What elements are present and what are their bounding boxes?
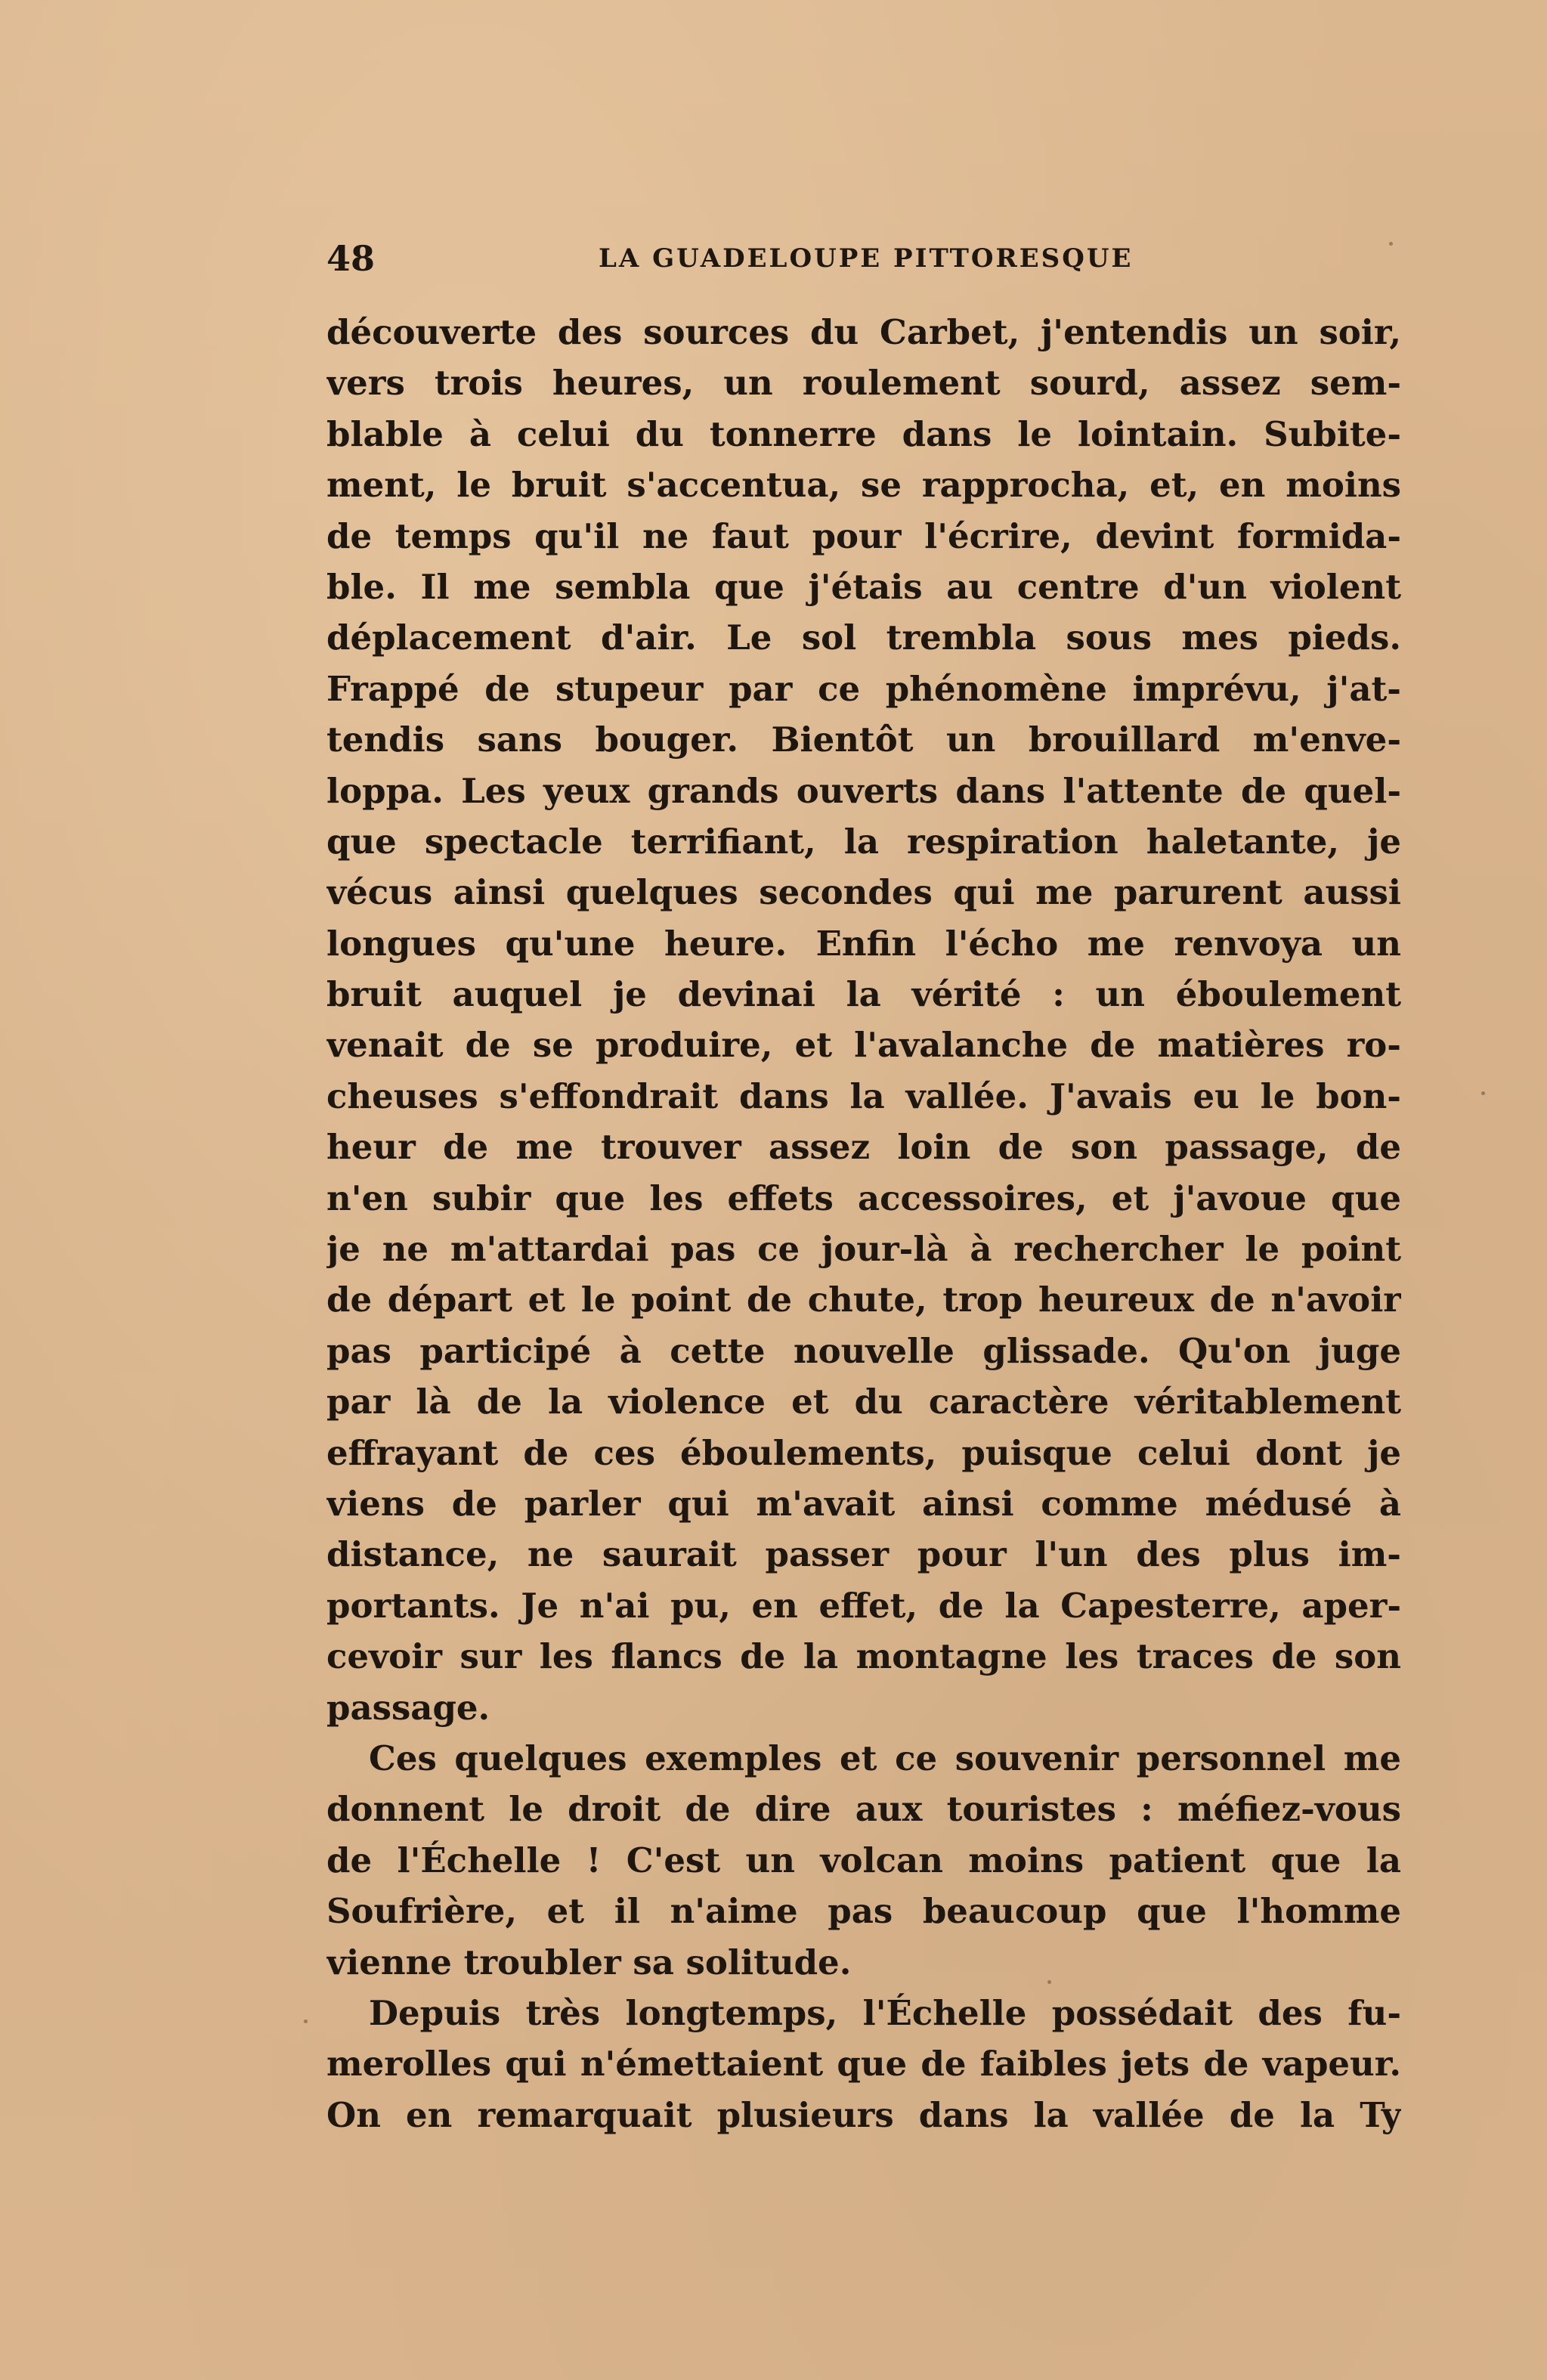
text-line: vécus ainsi quelques secondes qui me parurent aussi bbox=[326, 872, 1401, 913]
text-line: pas participé à cette nouvelle glissade. Qu'on juge bbox=[326, 1330, 1401, 1371]
text-line: On en remarquait plusieurs dans la vallée de la Ty bbox=[326, 2094, 1401, 2135]
paper-speck bbox=[1481, 1091, 1485, 1095]
paper-speck bbox=[1047, 1980, 1051, 1984]
text-line: de l'Échelle ! C'est un volcan moins patient que la bbox=[326, 1840, 1401, 1880]
text-line: effrayant de ces éboulements, puisque celui dont je bbox=[326, 1432, 1401, 1473]
text-line: portants. Je n'ai pu, en effet, de la Capesterre, aper- bbox=[326, 1585, 1401, 1626]
text-line: ment, le bruit s'accentua, se rapprocha, et, en moins bbox=[326, 465, 1401, 506]
text-line: blable à celui du tonnerre dans le lointain. Subite- bbox=[326, 413, 1401, 454]
text-line: cevoir sur les flancs de la montagne les traces de son bbox=[326, 1636, 1401, 1677]
paper-speck bbox=[304, 2019, 308, 2023]
text-line: par là de la violence et du caractère véritablement bbox=[326, 1382, 1401, 1422]
text-line: venait de se produire, et l'avalanche de matières ro- bbox=[326, 1025, 1401, 1066]
running-title: LA GUADELOUPE PITTORESQUE bbox=[599, 243, 1134, 274]
body-text bbox=[326, 307, 1401, 2140]
text-line: heur de me trouver assez loin de son passage, de bbox=[326, 1127, 1401, 1168]
text-line: loppa. Les yeux grands ouverts dans l'attente de quel- bbox=[326, 770, 1401, 811]
text-line: Soufrière, et il n'aime pas beaucoup que l'homme bbox=[326, 1891, 1401, 1932]
page-number: 48 bbox=[326, 238, 376, 279]
paper-speck bbox=[1389, 242, 1393, 246]
text-line: vers trois heures, un roulement sourd, assez sem- bbox=[326, 363, 1401, 404]
text-line: ble. Il me sembla que j'étais au centre d'un violent bbox=[326, 566, 1401, 607]
text-line: n'en subir que les effets accessoires, et j'avoue que bbox=[326, 1178, 1401, 1218]
text-line: que spectacle terrifiant, la respiration haletante, je bbox=[326, 821, 1401, 862]
text-line: distance, ne saurait passer pour l'un des plus im- bbox=[326, 1534, 1401, 1575]
text-line: merolles qui n'émettaient que de faibles jets de vapeur. bbox=[326, 2044, 1401, 2084]
text-line: découverte des sources du Carbet, j'entendis un soir, bbox=[326, 312, 1401, 352]
text-line: de départ et le point de chute, trop heureux de n'avoir bbox=[326, 1280, 1401, 1320]
text-line: déplacement d'air. Le sol trembla sous mes pieds. bbox=[326, 617, 1401, 658]
text-line: viens de parler qui m'avait ainsi comme médusé à bbox=[326, 1483, 1401, 1524]
text-line: Ces quelques exemples et ce souvenir personnel me bbox=[369, 1738, 1401, 1778]
text-line: je ne m'attardai pas ce jour-là à rechercher le point bbox=[326, 1229, 1401, 1270]
text-line: Depuis très longtemps, l'Échelle possédait des fu- bbox=[369, 1992, 1401, 2033]
text-line: de temps qu'il ne faut pour l'écrire, devint formida- bbox=[326, 515, 1401, 556]
text-line: donnent le droit de dire aux touristes : méfiez-vous bbox=[326, 1789, 1401, 1830]
text-line: bruit auquel je devinai la vérité : un éboulement bbox=[326, 974, 1401, 1015]
text-line: longues qu'une heure. Enfin l'écho me renvoya un bbox=[326, 923, 1401, 964]
text-line: vienne troubler sa solitude. bbox=[326, 1942, 852, 1982]
text-line: cheuses s'effondrait dans la vallée. J'avais eu le bon- bbox=[326, 1075, 1401, 1116]
running-header bbox=[326, 236, 1401, 281]
text-line: Frappé de stupeur par ce phénomène imprévu, j'at- bbox=[326, 668, 1401, 709]
text-line: passage. bbox=[326, 1687, 490, 1728]
text-line: tendis sans bouger. Bientôt un brouillard m'enve- bbox=[326, 720, 1401, 760]
